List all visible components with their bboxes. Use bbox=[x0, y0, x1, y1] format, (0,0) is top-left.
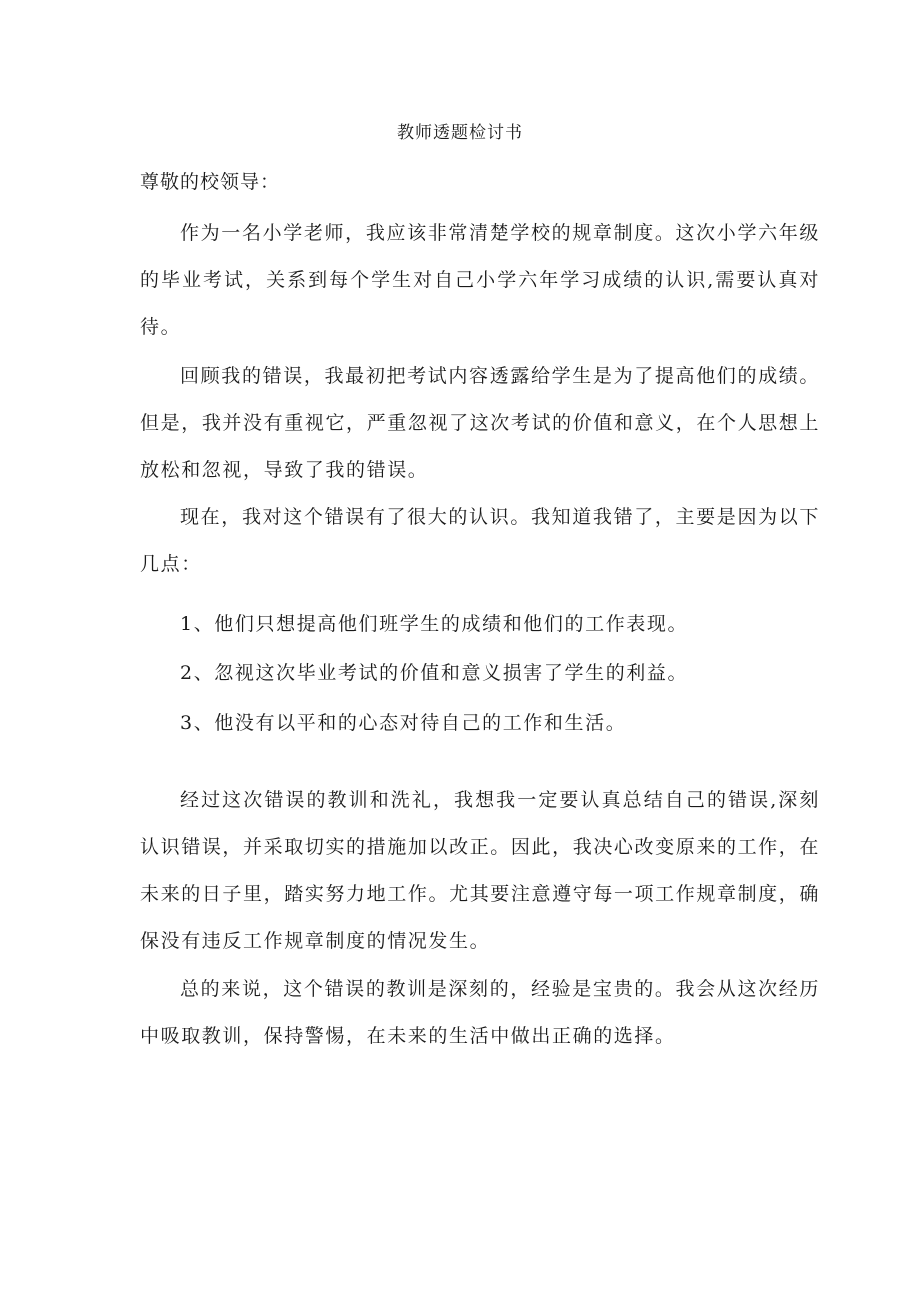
paragraph-resolution: 经过这次错误的教训和洗礼，我想我一定要认真总结自己的错误,深刻认识错误，并采取切实的措施加以改正。因此，我决心改变原来的工作，在未来的日子里，踏实努力地工作。尤其要注意遵守每一项工作规章制度，确保没有违反工作规章制度的情况发生。 bbox=[140, 789, 820, 952]
paragraph-recognition: 现在，我对这个错误有了很大的认识。我知道我错了，主要是因为以下几点： bbox=[140, 506, 820, 575]
paragraph-intro: 作为一名小学老师，我应该非常清楚学校的规章制度。这次小学六年级的毕业考试，关系到每个学生对自己小学六年学习成绩的认识,需要认真对待。 bbox=[140, 222, 820, 338]
list-item: 3、他没有以平和的心态对待自己的工作和生活。 bbox=[180, 712, 627, 734]
salutation: 尊敬的校领导： bbox=[140, 171, 281, 193]
paragraph-review: 回顾我的错误，我最初把考试内容透露给学生是为了提高他们的成绩。但是，我并没有重视它，严重忽视了这次考试的价值和意义，在个人思想上放松和忽视，导致了我的错误。 bbox=[140, 365, 820, 481]
list-item: 2、忽视这次毕业考试的价值和意义损害了学生的利益。 bbox=[180, 662, 689, 684]
paragraph-conclusion: 总的来说，这个错误的教训是深刻的，经验是宝贵的。我会从这次经历中吸取教训，保持警惕，在未来的生活中做出正确的选择。 bbox=[140, 978, 820, 1047]
list-item: 1、他们只想提高他们班学生的成绩和他们的工作表现。 bbox=[180, 613, 689, 635]
document-title: 教师透题检讨书 bbox=[397, 123, 523, 143]
